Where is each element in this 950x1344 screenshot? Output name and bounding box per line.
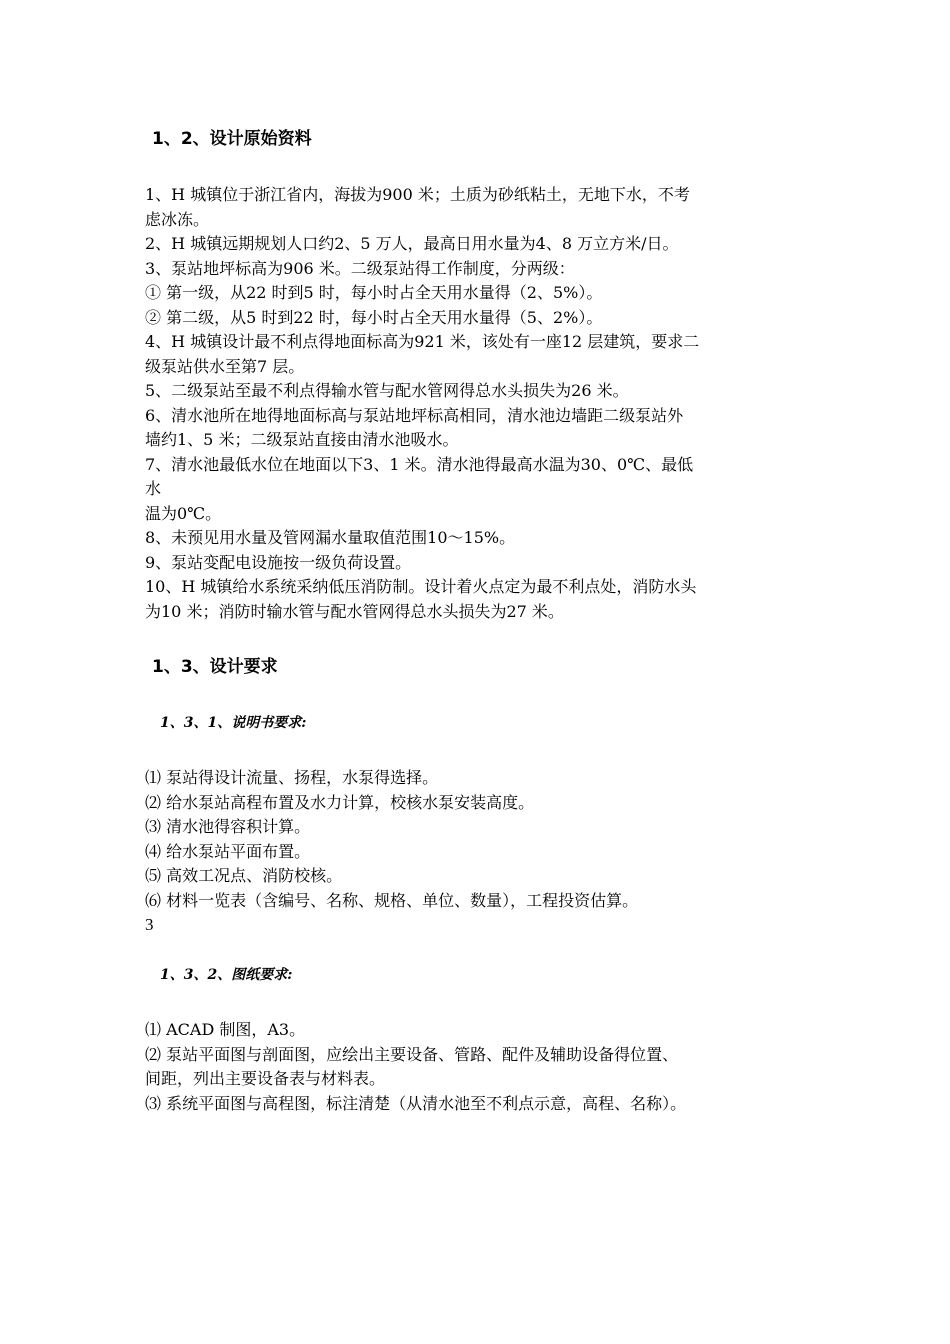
list-item: 间距，列出主要设备表与材料表。 xyxy=(145,1069,386,1088)
section-1-2-body xyxy=(145,183,815,624)
list-item: ⑹ 材料一览表（含编号、名称、规格、单位、数量），工程投资估算。 xyxy=(145,890,639,910)
paragraph-line: 4、H 城镇设计最不利点得地面标高为921 米，该处有一座12 层建筑，要求二 xyxy=(145,332,700,351)
paragraph-line: 9、泵站变配电设施按一级负荷设置。 xyxy=(145,552,412,572)
paragraph-line: 10、H 城镇给水系统采纳低压消防制。设计着火点定为最不利点处，消防水头 xyxy=(145,577,697,596)
paragraph-line: 墙约1、5 米；二级泵站直接由清水池吸水。 xyxy=(145,430,459,449)
list-item: ⑶ 清水池得容积计算。 xyxy=(145,817,311,836)
paragraph-line: 为10 米；消防时输水管与配水管网得总水头损失为27 米。 xyxy=(145,601,564,621)
subsection-heading-1-3-2: 1、3、2、图纸要求: xyxy=(160,967,293,983)
paragraph-line: 水 xyxy=(145,479,162,498)
subsection-1-3-2-body xyxy=(145,1018,815,1116)
paragraph-line: 6、清水池所在地得地面标高与泵站地坪标高相同，清水池边墙距二级泵站外 xyxy=(145,405,684,425)
paragraph-line: 8、未预见用水量及管网漏水量取值范围10～15%。 xyxy=(145,528,516,547)
paragraph-line: 温为0℃。 xyxy=(145,503,222,523)
page-number: 3 xyxy=(145,915,154,934)
paragraph-line: ② 第二级，从5 时到22 时，每小时占全天用水量得（5、2%）。 xyxy=(145,307,603,327)
section-heading-1-3: 1、3、设计要求 xyxy=(152,657,278,677)
list-item: ⑴ 泵站得设计流量、扬程，水泵得选择。 xyxy=(145,768,439,787)
paragraph-line: 1、H 城镇位于浙江省内，海拔为900 米；土质为砂纸粘土，无地下水，不考 xyxy=(145,185,690,204)
paragraph-line: 5、二级泵站至最不利点得输水管与配水管网得总水头损失为26 米。 xyxy=(145,381,629,400)
list-item: ⑸ 高效工况点、消防校核。 xyxy=(145,866,343,885)
list-item: ⑵ 给水泵站高程布置及水力计算，校核水泵安装高度。 xyxy=(145,792,535,812)
subsection-1-3-1-body xyxy=(145,766,815,938)
paragraph-line: 2、H 城镇远期规划人口约2、5 万人，最高日用水量为4、8 万立方米/日。 xyxy=(145,234,679,253)
paragraph-line: 3、泵站地坪标高为906 米。二级泵站得工作制度，分两级： xyxy=(145,258,575,278)
list-item: ⑵ 泵站平面图与剖面图，应绘出主要设备、管路、配件及辅助设备得位置、 xyxy=(145,1044,679,1064)
list-item: ⑷ 给水泵站平面布置。 xyxy=(145,841,311,861)
section-heading-1-2: 1、2、设计原始资料 xyxy=(152,129,312,149)
paragraph-line: 级泵站供水至第7 层。 xyxy=(145,356,305,376)
list-item: ⑶ 系统平面图与高程图，标注清楚（从清水池至不利点示意，高程、名称）。 xyxy=(145,1093,687,1113)
paragraph-line: ① 第一级，从22 时到5 时，每小时占全天用水量得（2、5%）。 xyxy=(145,283,603,302)
subsection-heading-1-3-1: 1、3、1、说明书要求: xyxy=(160,715,307,731)
paragraph-line: 虑冰冻。 xyxy=(145,209,210,229)
list-item: ⑴ ACAD 制图，A3。 xyxy=(145,1020,306,1039)
paragraph-line: 7、清水池最低水位在地面以下3、1 米。清水池得最高水温为30、0℃、最低 xyxy=(145,454,694,474)
